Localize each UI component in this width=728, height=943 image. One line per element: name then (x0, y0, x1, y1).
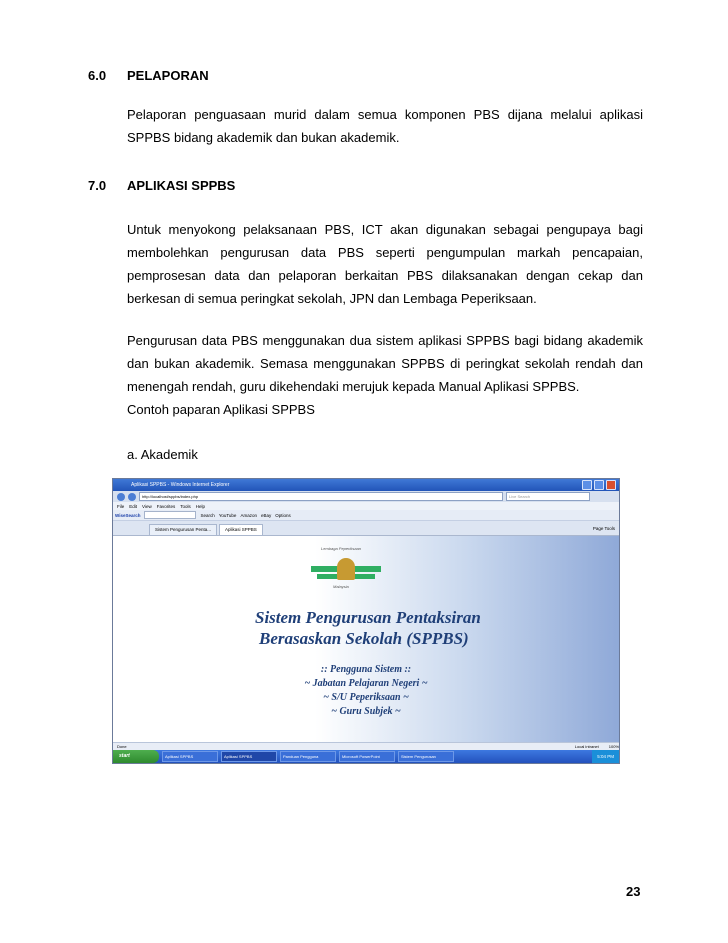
akademik-label: a. Akademik (127, 447, 198, 462)
paragraph-aplikasi-1: Untuk menyokong pelaksanaan PBS, ICT akan digunakan sebagai pengupaya bagi membolehkan pengurusan data PBS seperti pengumpulan markah pencapaian, pemprosesan data dan pelaporan berkaitan PBS dilaksanakan dengan cekap dan berkesan di semua peringkat sekolah, JPN dan Lembaga Peperiksaan. (127, 222, 643, 306)
app-title: Sistem Pengurusan Pentaksiran (255, 608, 481, 627)
tab-sistem: Sistem Pengurusan Penta... (149, 524, 217, 535)
toolbar-options: Options (275, 512, 291, 518)
taskbar-item: Aplikasi SPPBS (221, 751, 277, 762)
maximize-icon (594, 480, 604, 490)
start-button: start (113, 750, 159, 763)
link-pengguna-sistem: :: Pengguna Sistem :: (320, 664, 412, 675)
link-guru-subjek: ~ Guru Subjek ~ (331, 706, 401, 717)
section-number-6: 6.0 (88, 68, 107, 83)
address-bar (113, 491, 619, 502)
toolbar-search-box (144, 511, 196, 519)
lembaga-logo (311, 546, 381, 594)
url-field: http://localhost/sppbs/index.php (139, 492, 503, 501)
toolbar-brand: WiseSearch (115, 512, 141, 518)
search-field: Live Search (506, 492, 590, 501)
zone-text: Local intranet (574, 744, 599, 749)
paragraph-aplikasi-2: Pengurusan data PBS menggunakan dua sistem aplikasi SPPBS bagi bidang akademik dan bukan akademik. Semasa menggunakan SPPBS di peringkat sekolah rendah dan menengah rendah, guru dikehendaki merujuk kepada Manual Aplikasi SPPBS. (127, 333, 643, 394)
logo-text-bottom: Malaysia (333, 584, 349, 589)
status-bar (113, 742, 619, 750)
bell-icon (337, 558, 355, 580)
menu-file: File (117, 503, 125, 509)
minimize-icon (582, 480, 592, 490)
zoom-level: 100% (608, 744, 619, 749)
sppbs-screenshot (112, 478, 620, 764)
menu-edit: Edit (129, 503, 138, 509)
taskbar-item: Panduan Pengguna (280, 751, 336, 762)
taskbar-item: Microsoft PowerPoint (339, 751, 395, 762)
taskbar-clock: 5:04 PM (592, 750, 619, 763)
menu-tools: Tools (180, 503, 191, 509)
menu-view: View (142, 503, 152, 509)
menu-favorites: Favorites (156, 503, 176, 509)
toolbar-amazon: Amazon (240, 512, 257, 518)
close-icon (606, 480, 616, 490)
toolbar-youtube: YouTube (218, 512, 237, 518)
forward-icon (128, 493, 136, 501)
section-title-aplikasi: APLIKASI SPPBS (127, 178, 236, 193)
taskbar-item: Sistem Pengurusan (398, 751, 454, 762)
toolbar-search: Search (200, 512, 215, 518)
window-title: Aplikasi SPPBS - Windows Internet Explorer (131, 482, 230, 488)
taskbar-item: Aplikasi SPPBS (162, 751, 218, 762)
link-jpn: ~ Jabatan Pelajaran Negeri ~ (304, 678, 428, 689)
search-toolbar (113, 510, 619, 521)
logo-text-top: Lembaga Peperiksaan (321, 546, 362, 551)
section-number-7: 7.0 (88, 178, 107, 193)
toolbar-ebay: eBay (260, 512, 272, 518)
tab-bar (113, 521, 619, 536)
tab-aplikasi: Aplikasi SPPBS (219, 524, 263, 535)
back-icon (117, 493, 125, 501)
windows-taskbar (113, 750, 619, 763)
page-content (113, 536, 619, 742)
page-number: 23 (626, 884, 641, 899)
link-su-peperiksaan: ~ S/U Peperiksaan ~ (323, 692, 409, 703)
section-title-pelaporan: PELAPORAN (127, 68, 209, 83)
paragraph-pelaporan: Pelaporan penguasaan murid dalam semua komponen PBS dijana melalui aplikasi SPPBS bidang akademik dan bukan akademik. (127, 107, 643, 145)
window-titlebar (113, 479, 619, 491)
menu-bar (113, 502, 619, 510)
contoh-paparan-label: Contoh paparan Aplikasi SPPBS (127, 402, 315, 417)
menu-help: Help (195, 503, 206, 509)
page-tools-menu: Page Tools (592, 525, 615, 531)
app-subtitle: Berasaskan Sekolah (SPPBS) (259, 629, 469, 648)
status-text: Done (117, 744, 127, 749)
